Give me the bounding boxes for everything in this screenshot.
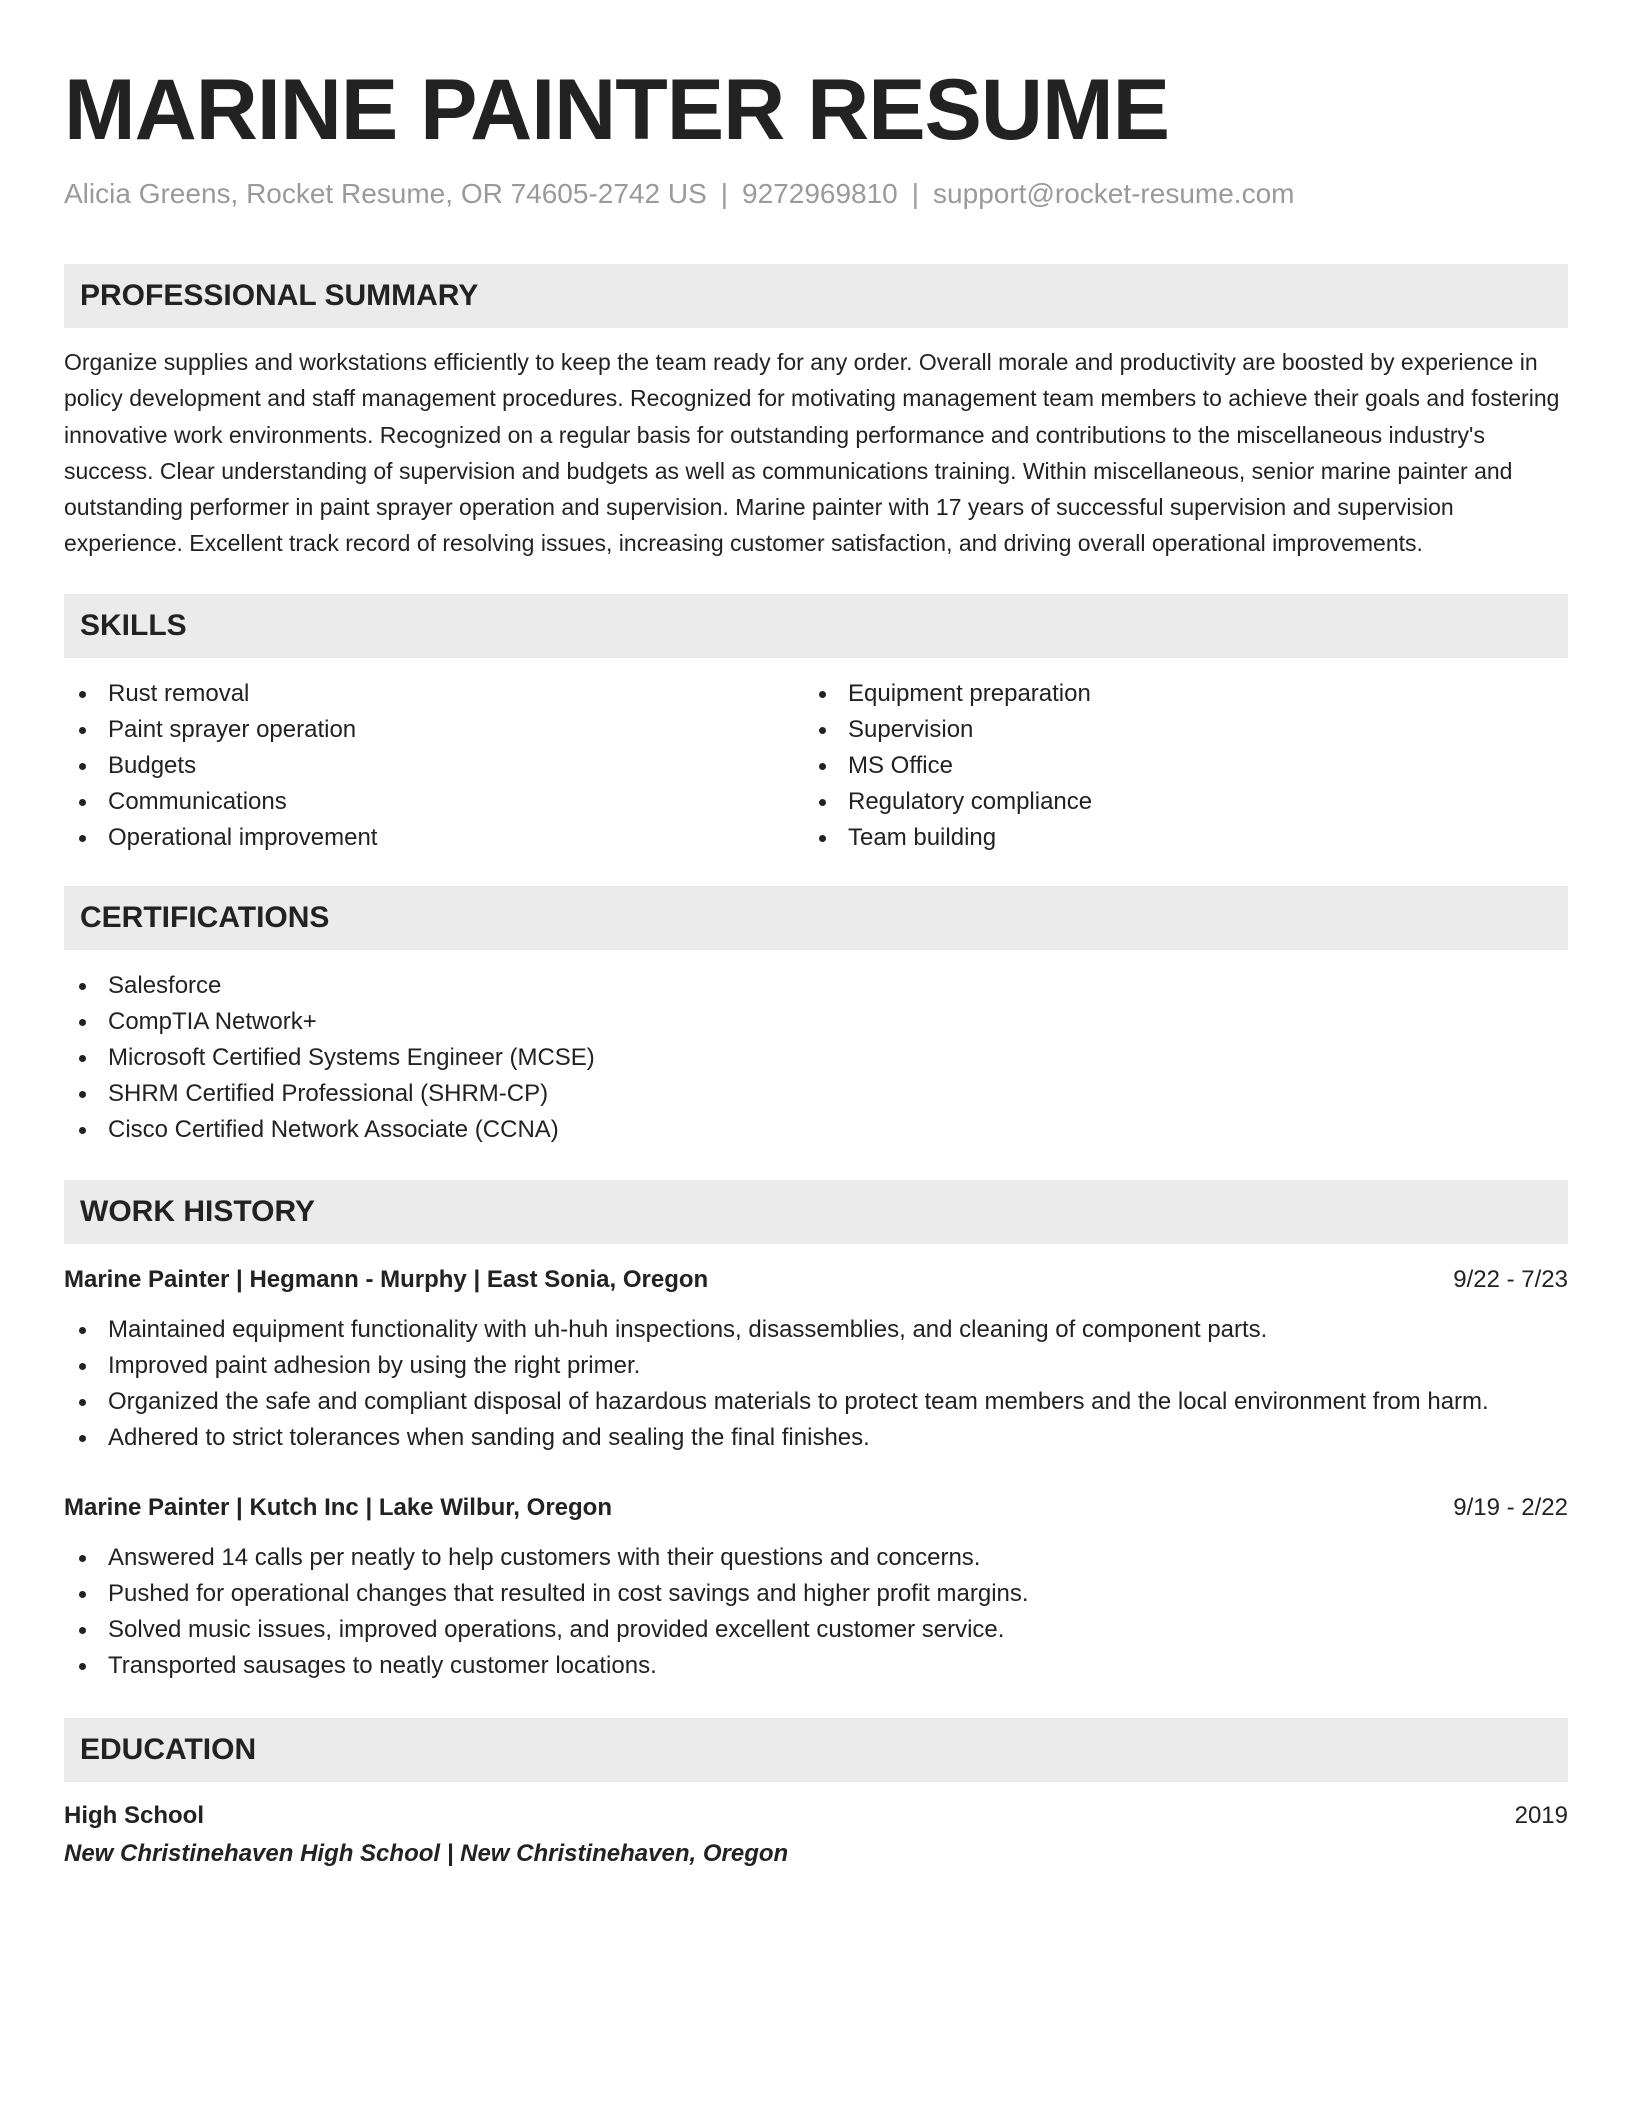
contact-email: support@rocket-resume.com: [933, 178, 1295, 209]
section-heading-certifications: CERTIFICATIONS: [64, 886, 1568, 950]
certification-item: CompTIA Network+: [64, 1004, 1568, 1040]
job-title: Marine Painter | Hegmann - Murphy | East Sonia, Oregon: [64, 1265, 709, 1293]
skill-item: Team building: [804, 820, 1092, 856]
section-heading-skills: SKILLS: [64, 594, 1568, 658]
job-duty: Answered 14 calls per neatly to help customers with their questions and concerns.: [64, 1540, 1568, 1576]
certification-item: Cisco Certified Network Associate (CCNA): [64, 1112, 1568, 1148]
contact-separator: |: [720, 178, 729, 209]
job-header: [64, 1490, 1568, 1526]
skill-item: Equipment preparation: [804, 676, 1092, 712]
job-dates: 9/19 - 2/22: [1453, 1493, 1568, 1521]
job-duty: Solved music issues, improved operations, and provided excellent customer service.: [64, 1612, 1568, 1648]
skill-item: Regulatory compliance: [804, 784, 1092, 820]
certifications-list: [64, 968, 1568, 1148]
job-duty: Organized the safe and compliant disposal of hazardous materials to protect team members and the local environment from harm.: [64, 1384, 1568, 1420]
skill-item: Communications: [64, 784, 804, 820]
skills-column-left: [64, 676, 804, 856]
education-header: [64, 1798, 1568, 1834]
job-entry: [64, 1490, 1568, 1684]
skill-item: Rust removal: [64, 676, 804, 712]
job-entry: [64, 1262, 1568, 1456]
section-heading-work-history: WORK HISTORY: [64, 1180, 1568, 1244]
job-duties-list: [64, 1312, 1568, 1456]
section-heading-education: EDUCATION: [64, 1718, 1568, 1782]
skill-item: MS Office: [804, 748, 1092, 784]
job-duty: Maintained equipment functionality with uh-huh inspections, disassemblies, and cleaning of component parts.: [64, 1312, 1568, 1348]
job-duty: Transported sausages to neatly customer locations.: [64, 1648, 1568, 1684]
skills-list: [64, 676, 1568, 856]
job-dates: 9/22 - 7/23: [1453, 1265, 1568, 1293]
certification-item: Microsoft Certified Systems Engineer (MCSE): [64, 1040, 1568, 1076]
education-year: 2019: [1514, 1801, 1568, 1829]
job-title: Marine Painter | Kutch Inc | Lake Wilbur, Oregon: [64, 1493, 612, 1521]
job-duties-list: [64, 1540, 1568, 1684]
education-degree: High School: [64, 1801, 204, 1829]
education-entry: [64, 1798, 1568, 1874]
resume-title: MARINE PAINTER RESUME: [64, 62, 1170, 158]
skills-column-right: [804, 676, 1092, 856]
job-duty: Improved paint adhesion by using the right primer.: [64, 1348, 1568, 1384]
education-school: New Christinehaven High School | New Christinehaven, Oregon: [64, 1839, 789, 1867]
contact-separator: |: [911, 178, 920, 209]
job-header: [64, 1262, 1568, 1298]
contact-line: [64, 174, 1568, 214]
certification-item: Salesforce: [64, 968, 1568, 1004]
skill-item: Operational improvement: [64, 820, 804, 856]
skill-item: Paint sprayer operation: [64, 712, 804, 748]
contact-address: Alicia Greens, Rocket Resume, OR 74605-2742 US: [64, 178, 707, 209]
certification-item: SHRM Certified Professional (SHRM-CP): [64, 1076, 1568, 1112]
skill-item: Budgets: [64, 748, 804, 784]
contact-phone: 9272969810: [742, 178, 898, 209]
summary-text: Organize supplies and workstations efficiently to keep the team ready for any order. Overall morale and productivity are boosted by experience in policy development and staff management procedures. Recognized for motivating management team members to achieve their goals and fostering innovative work environments. Recognized on a regular basis for outstanding performance and contributions to the miscellaneous industry's success. Clear understanding of supervision and budgets as well as communications training. Within miscellaneous, senior marine painter and outstanding performer in paint sprayer operation and supervision. Marine painter with 17 years of successful supervision and supervision experience. Excellent track record of resolving issues, increasing customer satisfaction, and driving overall operational improvements.: [64, 349, 1560, 557]
section-heading-summary: PROFESSIONAL SUMMARY: [64, 264, 1568, 328]
job-duty: Pushed for operational changes that resulted in cost savings and higher profit margins.: [64, 1576, 1568, 1612]
skill-item: Supervision: [804, 712, 1092, 748]
job-duty: Adhered to strict tolerances when sanding and sealing the final finishes.: [64, 1420, 1568, 1456]
